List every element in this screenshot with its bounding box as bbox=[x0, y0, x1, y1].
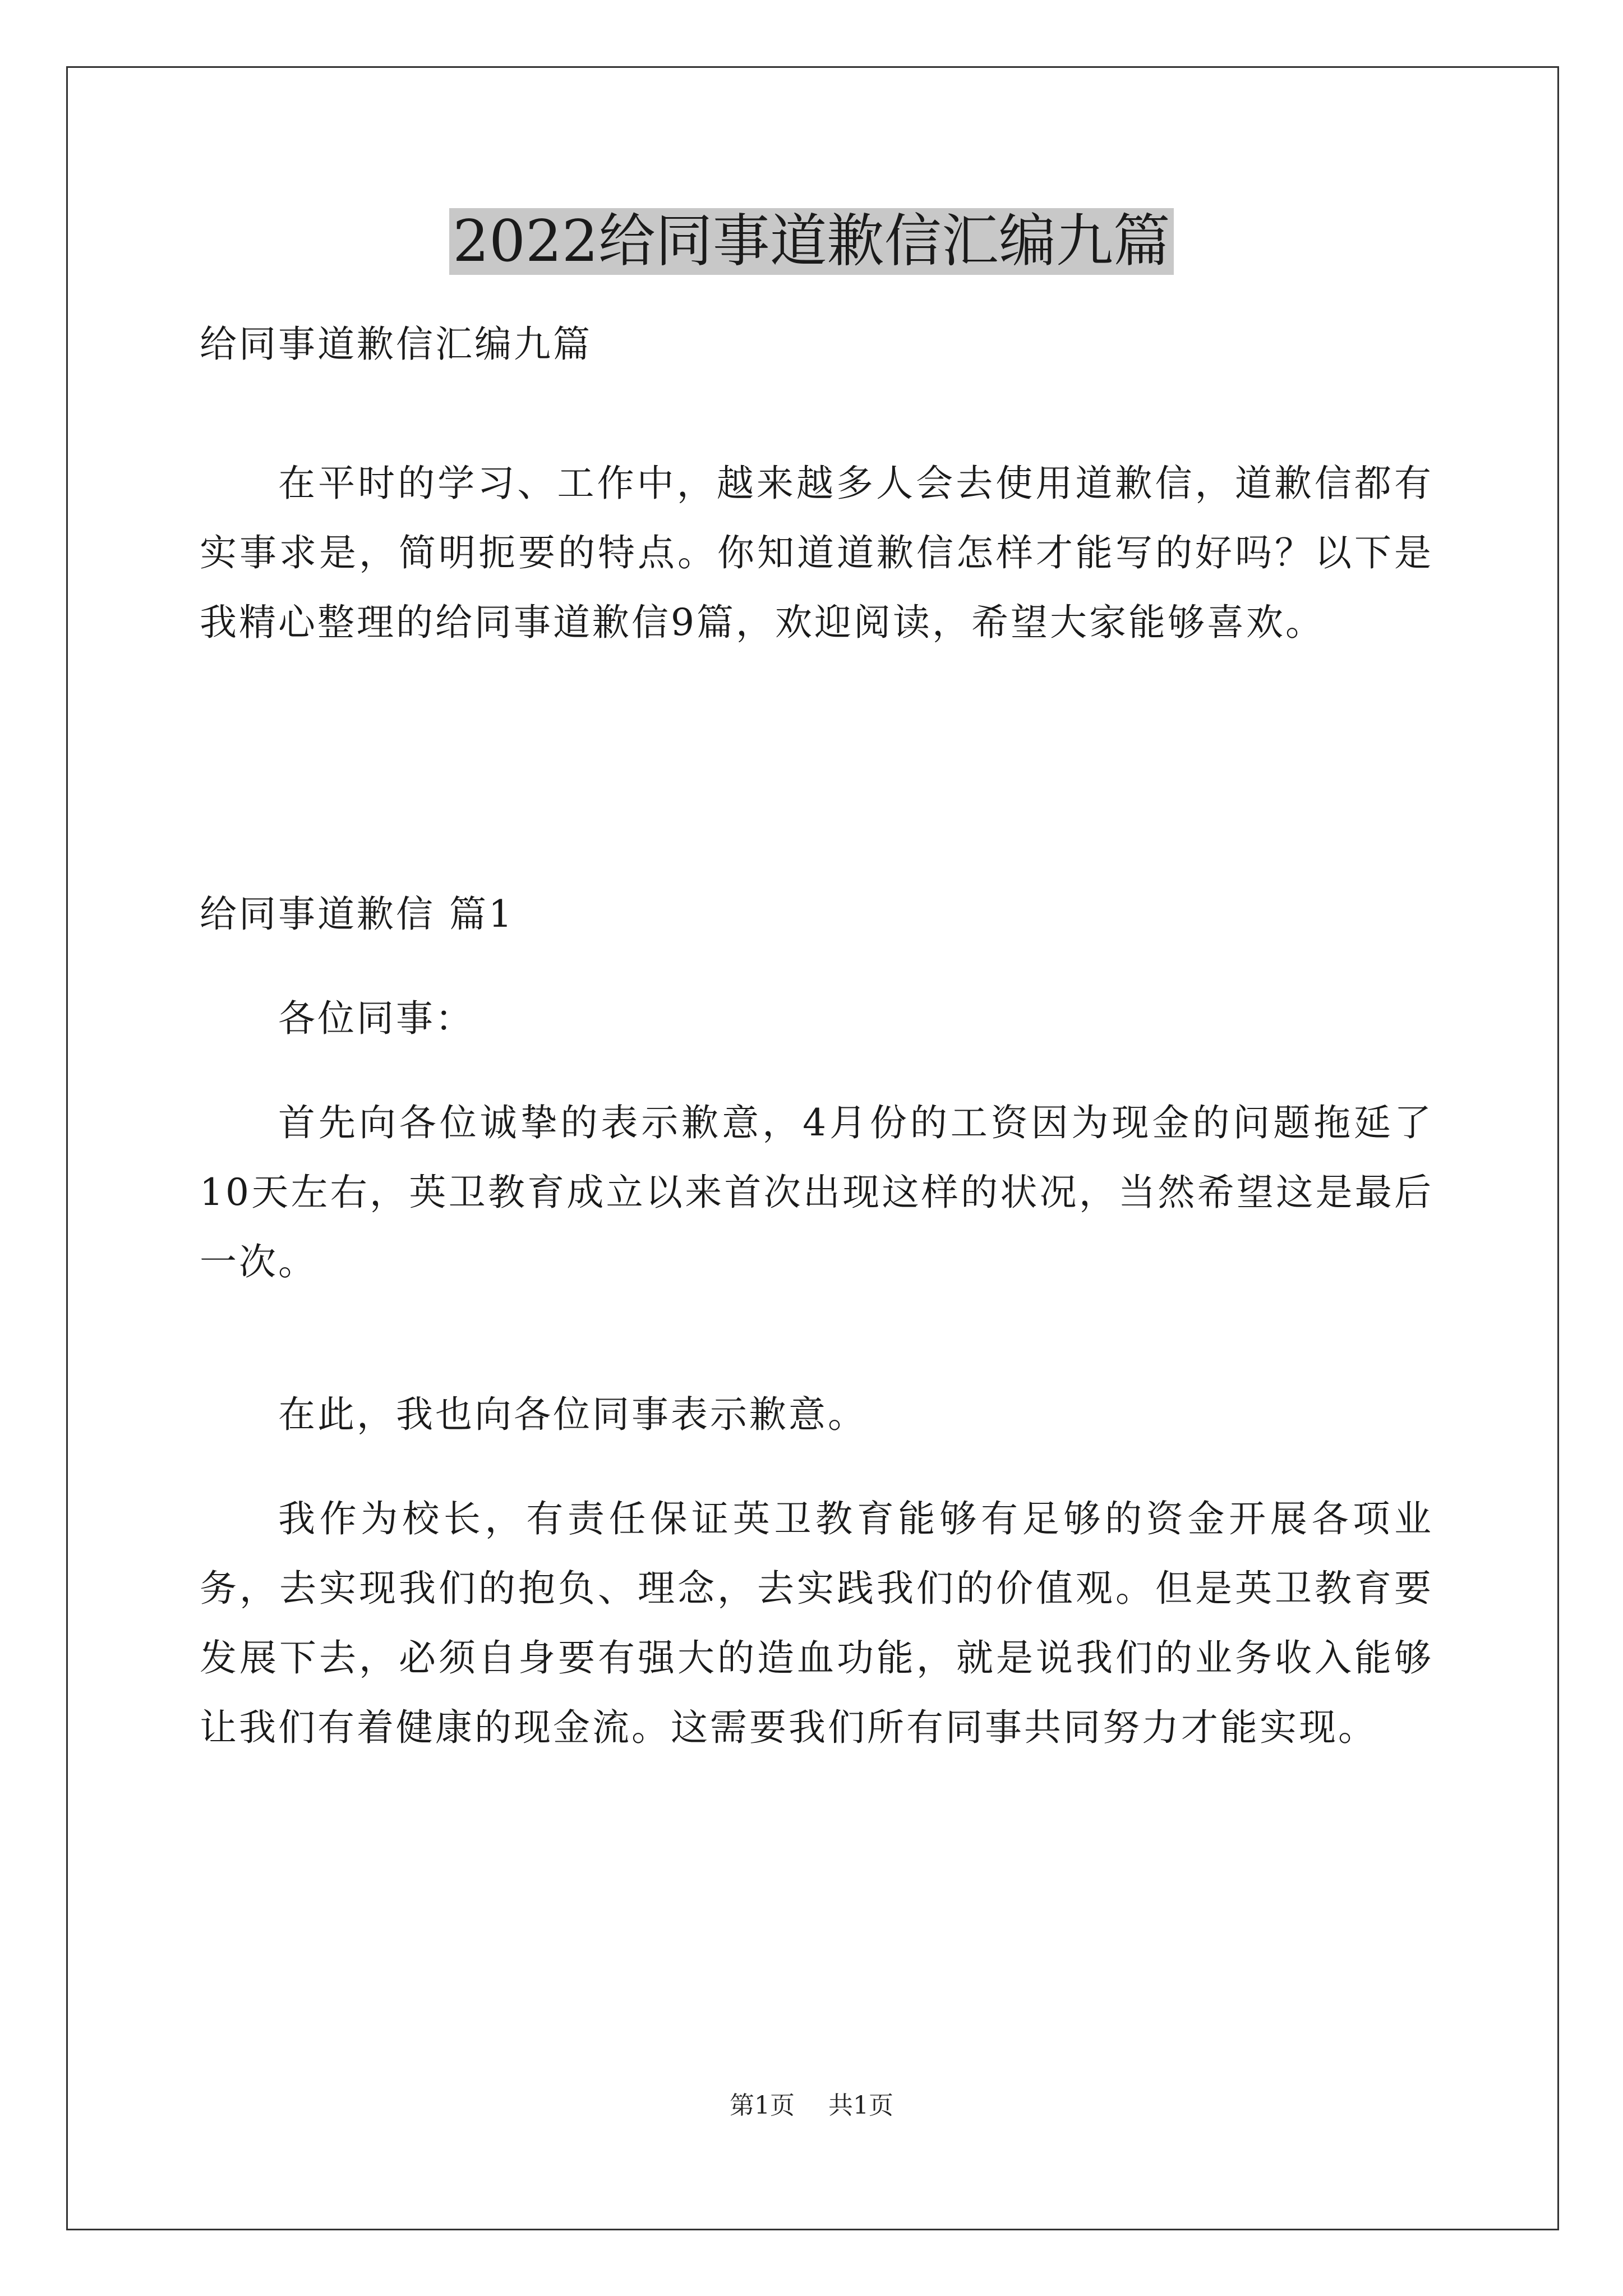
document-title bbox=[0, 205, 1623, 278]
intro-paragraph: 在平时的学习、工作中，越来越多人会去使用道歉信，道歉信都有实事求是，简明扼要的特点。你知道道歉信怎样才能写的好吗？以下是我精心整理的给同事道歉信9篇，欢迎阅读，希望大家能够喜欢。 bbox=[200, 462, 1433, 644]
document-title-text: 2022给同事道歉信汇编九篇 bbox=[449, 208, 1174, 275]
section-heading: 给同事道歉信 篇1 bbox=[200, 892, 514, 936]
page-total: 共1页 bbox=[828, 2091, 893, 2120]
document-subtitle: 给同事道歉信汇编九篇 bbox=[200, 323, 592, 366]
page-footer bbox=[0, 2089, 1623, 2123]
body-paragraph-1: 首先向各位诚挚的表示歉意，4月份的工资因为现金的问题拖延了10天左右，英卫教育成立以来首次出现这样的状况，当然希望这是最后一次。 bbox=[200, 1101, 1433, 1283]
body-paragraph-2: 在此，我也向各位同事表示歉意。 bbox=[278, 1393, 867, 1436]
body-paragraph-3: 我作为校长，有责任保证英卫教育能够有足够的资金开展各项业务，去实现我们的抱负、理念，去实践我们的价值观。但是英卫教育要发展下去，必须自身要有强大的造血功能，就是说我们的业务收入能够让我们有着健康的现金流。这需要我们所有同事共同努力才能实现。 bbox=[200, 1497, 1433, 1749]
salutation: 各位同事： bbox=[278, 997, 474, 1040]
page-number: 第1页 bbox=[730, 2091, 795, 2120]
